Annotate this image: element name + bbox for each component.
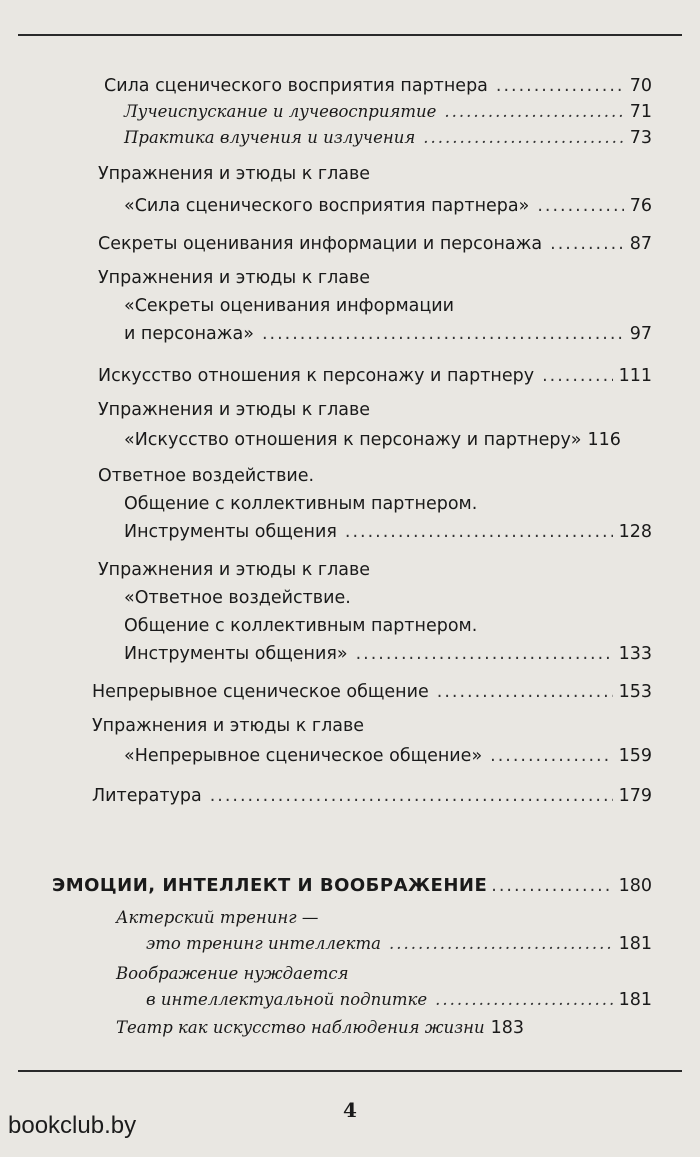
toc-line: «Ответное воздействие. bbox=[124, 588, 351, 608]
toc-page: 181 bbox=[618, 934, 652, 954]
toc-page: 179 bbox=[618, 786, 652, 806]
toc-entry[interactable] bbox=[124, 744, 652, 768]
toc-page: 76 bbox=[629, 196, 652, 216]
toc-title: Инструменты общения bbox=[124, 522, 337, 542]
toc-entry[interactable] bbox=[124, 520, 652, 544]
toc-line: Ответное воздействие. bbox=[98, 466, 315, 486]
toc-page: 181 bbox=[618, 990, 652, 1010]
toc-section[interactable] bbox=[52, 874, 652, 898]
toc-line: Актерский тренинг — bbox=[116, 908, 319, 927]
toc-entry[interactable] bbox=[124, 322, 652, 346]
toc-line: Упражнения и этюды к главе bbox=[98, 268, 371, 288]
toc-line: Упражнения и этюды к главе bbox=[98, 560, 371, 580]
dot-leader bbox=[345, 520, 613, 544]
dot-leader bbox=[262, 322, 624, 346]
dot-leader bbox=[389, 932, 613, 956]
toc-line: Упражнения и этюды к главе bbox=[98, 164, 371, 184]
toc-page: 128 bbox=[618, 522, 652, 542]
dot-leader bbox=[437, 680, 613, 704]
toc-entry[interactable] bbox=[92, 680, 652, 704]
toc-entry[interactable] bbox=[92, 784, 652, 808]
toc-page: 111 bbox=[618, 366, 652, 386]
dot-leader bbox=[491, 874, 612, 898]
toc-line: Общение с коллективным партнером. bbox=[124, 494, 478, 514]
dot-leader bbox=[210, 784, 613, 808]
toc-title: в интеллектуальной подпитке bbox=[146, 990, 428, 1009]
dot-leader bbox=[550, 232, 624, 256]
toc-page: 87 bbox=[629, 234, 652, 254]
toc-section-title: ЭМОЦИИ, ИНТЕЛЛЕКТ И ВООБРАЖЕНИЕ bbox=[52, 875, 488, 896]
toc-entry[interactable] bbox=[124, 642, 652, 666]
toc-page: 183 bbox=[490, 1018, 525, 1038]
toc-entry[interactable] bbox=[98, 364, 652, 388]
toc-page: 133 bbox=[618, 644, 652, 664]
toc-page: 116 bbox=[587, 430, 621, 450]
toc-title: Непрерывное сценическое общение bbox=[92, 682, 429, 702]
toc-page: 71 bbox=[629, 102, 652, 122]
toc-title: Литература bbox=[92, 786, 202, 806]
toc-title: Театр как искусство наблюдения жизни bbox=[116, 1018, 485, 1037]
toc-entry[interactable] bbox=[124, 428, 652, 452]
toc-title: Искусство отношения к персонажу и партнеру bbox=[98, 366, 535, 386]
dot-leader bbox=[423, 126, 623, 150]
toc-page: 153 bbox=[618, 682, 652, 702]
toc-title: Инструменты общения» bbox=[124, 644, 348, 664]
page-number: 4 bbox=[343, 1098, 357, 1122]
toc-subentry[interactable] bbox=[116, 1016, 652, 1040]
toc-title: «Искусство отношения к персонажу и партнеру» bbox=[124, 430, 582, 450]
toc-title: Сила сценического восприятия партнера bbox=[104, 76, 488, 96]
toc-title: это тренинг интеллекта bbox=[146, 934, 382, 953]
watermark: bookclub.by bbox=[8, 1112, 137, 1139]
dot-leader bbox=[537, 194, 623, 218]
toc-page: 97 bbox=[629, 324, 652, 344]
toc-title: и персонажа» bbox=[124, 324, 254, 344]
toc-title: Практика влучения и излучения bbox=[124, 128, 416, 147]
toc-page: 180 bbox=[618, 876, 652, 896]
dot-leader bbox=[435, 988, 612, 1012]
toc-subentry[interactable] bbox=[124, 100, 652, 124]
toc-line: Общение с коллективным партнером. bbox=[124, 616, 478, 636]
dot-leader bbox=[496, 74, 624, 98]
toc-line: Упражнения и этюды к главе bbox=[92, 716, 365, 736]
toc-page: 159 bbox=[618, 746, 652, 766]
toc-line: Упражнения и этюды к главе bbox=[98, 400, 371, 420]
toc-page: 73 bbox=[629, 128, 652, 148]
toc-line: Воображение нуждается bbox=[116, 964, 349, 983]
toc-entry[interactable] bbox=[98, 232, 652, 256]
dot-leader bbox=[444, 100, 623, 124]
toc-subentry[interactable] bbox=[146, 988, 652, 1012]
toc-title: Лучеиспускание и лучевосприятие bbox=[124, 102, 437, 121]
toc-title: «Непрерывное сценическое общение» bbox=[124, 746, 483, 766]
bottom-rule bbox=[18, 1070, 682, 1072]
dot-leader bbox=[542, 364, 612, 388]
dot-leader bbox=[356, 642, 613, 666]
toc-title: «Сила сценического восприятия партнера» bbox=[124, 196, 530, 216]
toc-entry[interactable] bbox=[124, 194, 652, 218]
toc-page: 70 bbox=[629, 76, 652, 96]
toc-line: «Секреты оценивания информации bbox=[124, 296, 455, 316]
toc-entry[interactable] bbox=[104, 74, 652, 98]
toc-title: Секреты оценивания информации и персонажа bbox=[98, 234, 543, 254]
dot-leader bbox=[490, 744, 612, 768]
toc-subentry[interactable] bbox=[146, 932, 652, 956]
top-rule bbox=[18, 34, 682, 36]
toc-subentry[interactable] bbox=[124, 126, 652, 150]
